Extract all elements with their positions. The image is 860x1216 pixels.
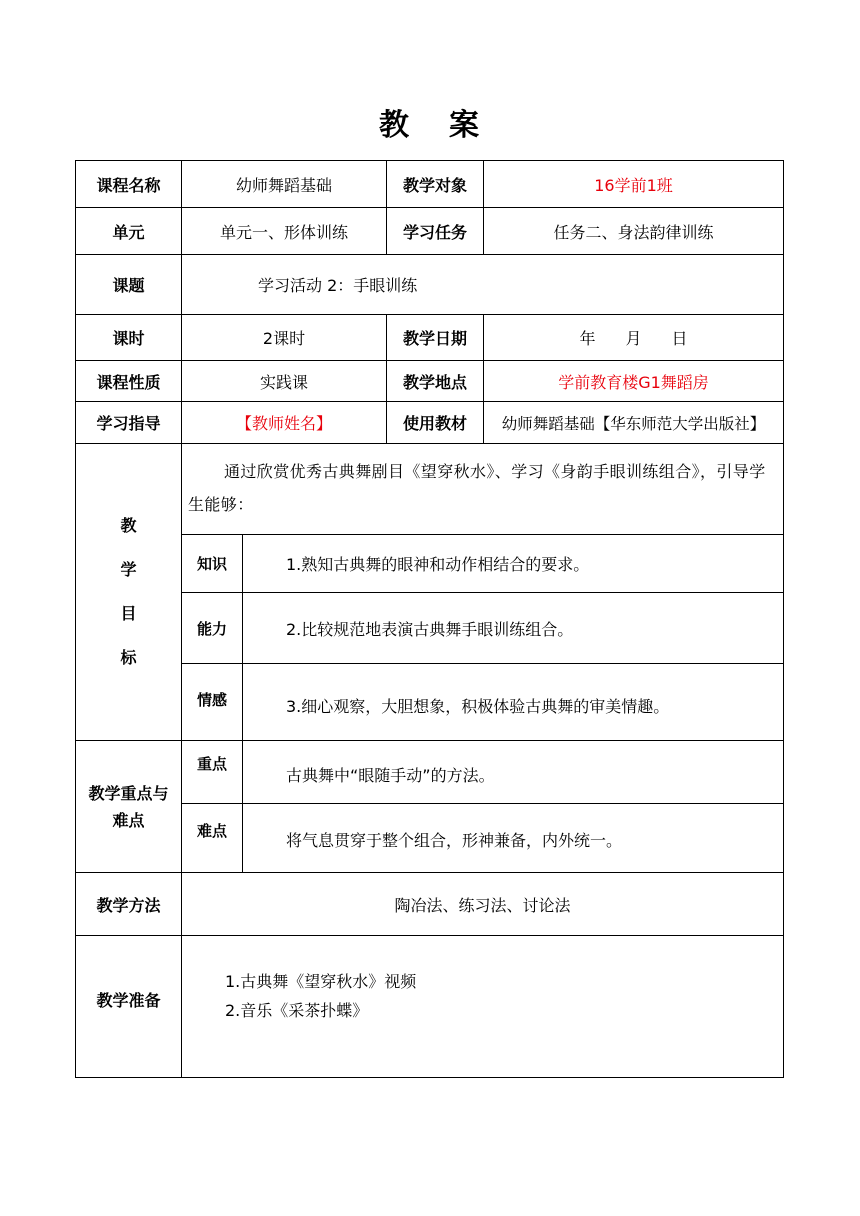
objective-text-emotion: 3.细心观察，大胆想象，积极体验古典舞的审美情趣。	[286, 696, 670, 716]
hours-value: 2课时	[262, 329, 306, 348]
objectives-label-char-1: 教	[120, 516, 137, 535]
task-value: 任务二、身法韵律训练	[553, 222, 714, 242]
objective-type-knowledge: 知识	[196, 555, 227, 573]
target-label: 教学对象	[402, 175, 467, 195]
unit-value: 单元一、形体训练	[219, 222, 348, 242]
hours-label: 课时	[112, 329, 145, 348]
course-name-label: 课程名称	[96, 175, 161, 195]
place-value: 学前教育楼G1舞蹈房	[558, 372, 709, 392]
preparation-item-2: 2.音乐《采茶扑蝶》	[225, 1001, 369, 1020]
guide-value: 【教师姓名】	[235, 414, 332, 433]
course-name-value: 幼师舞蹈基础	[235, 175, 332, 195]
title-char-1: 教	[379, 108, 411, 143]
objectives-label-char-4: 标	[120, 648, 137, 667]
nature-label: 课程性质	[96, 372, 161, 392]
objective-type-emotion: 情感	[196, 691, 227, 709]
unit-label: 单元	[112, 222, 145, 242]
objective-text-knowledge: 1.熟知古典舞的眼神和动作相结合的要求。	[286, 555, 590, 574]
objectives-label-char-3: 目	[120, 604, 137, 623]
page-title	[0, 100, 860, 144]
date-day: 日	[671, 329, 688, 348]
methods-text: 陶冶法、练习法、讨论法	[394, 895, 571, 915]
guide-label: 学习指导	[96, 414, 161, 433]
key-point-text: 古典舞中“眼随手动”的方法。	[286, 765, 495, 785]
date-label: 教学日期	[402, 329, 467, 348]
difficult-point-label: 难点	[196, 822, 227, 840]
key-points-label-line2: 难点	[112, 810, 145, 830]
task-label: 学习任务	[402, 222, 467, 242]
objective-type-ability: 能力	[196, 619, 227, 638]
key-points-label	[75, 740, 182, 873]
topic-value: 学习活动 2：手眼训练	[258, 276, 418, 295]
objectives-label	[75, 443, 182, 741]
preparation-list	[225, 967, 416, 1025]
nature-value: 实践课	[259, 372, 308, 392]
textbook-label: 使用教材	[402, 414, 467, 433]
objectives-label-char-2: 学	[120, 560, 137, 579]
topic-label: 课题	[112, 276, 145, 295]
key-point-label: 重点	[196, 755, 227, 773]
date-year: 年	[579, 329, 596, 348]
date-month: 月	[625, 329, 642, 348]
preparation-label: 教学准备	[96, 991, 161, 1010]
difficult-point-text: 将气息贯穿于整个组合，形神兼备，内外统一。	[286, 830, 623, 850]
place-label: 教学地点	[402, 372, 467, 392]
objective-text-ability: 2.比较规范地表演古典舞手眼训练组合。	[286, 619, 574, 639]
date-value	[483, 314, 784, 361]
preparation-item-1: 1.古典舞《望穿秋水》视频	[225, 972, 417, 991]
title-char-2: 案	[449, 108, 481, 143]
target-value: 16学前1班	[594, 175, 673, 195]
objectives-intro: 通过欣赏优秀古典舞剧目《望穿秋水》、学习《身韵手眼训练组合》，引导学生能够：	[188, 462, 766, 514]
textbook-value: 幼师舞蹈基础【华东师范大学出版社】	[501, 414, 766, 433]
key-points-label-line1: 教学重点与	[88, 783, 169, 803]
methods-label: 教学方法	[96, 895, 161, 915]
